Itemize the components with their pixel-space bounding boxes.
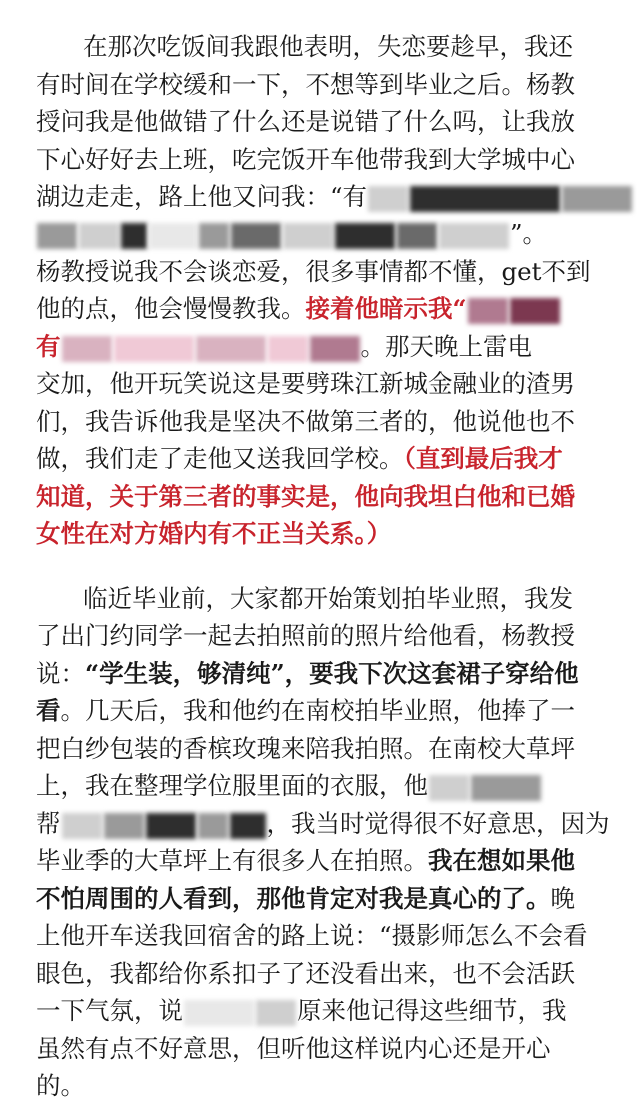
p2-line-3-normal: 说： (36, 659, 85, 688)
redaction-blur (198, 813, 228, 839)
p2-line-4-bold: 看 (36, 696, 61, 725)
redaction-blur (510, 298, 560, 324)
redaction-blur (114, 336, 194, 362)
redaction-blur (439, 223, 509, 249)
p1-line-8-red: 接着他暗示我“ (305, 294, 467, 323)
p2-line-9-bold: 不怕周围的人看到，那他肯定对我是真心的了。 (36, 884, 551, 913)
p1-line-3: 授问我是他做错了什么还是说错了什么吗，让我放 (36, 107, 575, 136)
p2-line-11: 眼色，我都给你系扣子了还没看出来，也不会活跃 (36, 959, 575, 988)
redaction-blur (230, 813, 266, 839)
p2-line-2: 了出门约同学一起去拍照前的照片给他看，杨教授 (36, 621, 575, 650)
p1-line-9 (36, 328, 612, 365)
p2-line-1: 临近毕业前，大家都开始策划拍毕业照，我发 (83, 584, 573, 613)
p1-line-2: 有时间在学校缓和一下，不想等到毕业之后。杨教 (36, 70, 575, 99)
p1-line-13: 知道，关于第三者的事实是，他向我坦白他和已婚 (36, 482, 575, 511)
p2-line-12-normal: 原来他记得这些细节，我 (297, 996, 567, 1025)
p2-line-13: 虽然有点不好意思，但听他这样说内心还是开心 (36, 1034, 551, 1063)
redaction-blur (397, 223, 437, 249)
p2-line-7 (36, 805, 612, 842)
p1-line-11: 们，我告诉他我是坚决不做第三者的，他说他也不 (36, 407, 575, 436)
p1-line-7: 杨教授说我不会谈恋爱，很多事情都不懂，get不到 (36, 257, 591, 286)
redaction-blur (121, 223, 147, 249)
p2-line-7-start: 帮 (36, 809, 61, 838)
p2-line-10: 上他开车送我回宿舍的路上说：“摄影师怎么不会看 (36, 921, 588, 950)
p2-line-3 (36, 655, 612, 692)
redaction-blur (310, 336, 360, 362)
redaction-blur (256, 1000, 296, 1026)
p1-line-5 (36, 178, 612, 215)
p1-line-12-normal: 做，我们走了走他又送我回学校。 (36, 444, 404, 473)
redaction-blur (268, 336, 308, 362)
redaction-blur (79, 223, 119, 249)
p2-line-8 (36, 842, 612, 879)
p1-line-9-red: 有 (36, 332, 61, 361)
redaction-blur (562, 186, 632, 212)
redaction-blur (62, 813, 102, 839)
p1-line-4: 下心好好去上班，吃完饭开车他带我到大学城中心 (36, 145, 575, 174)
p2-line-8-normal: 毕业季的大草坪上有很多人在拍照。 (36, 846, 428, 875)
p1-line-6 (36, 215, 612, 252)
p2-line-6-text: 上，我在整理学位服里面的衣服，他 (36, 771, 428, 800)
redaction-blur (368, 186, 408, 212)
p1-line-12 (36, 440, 612, 477)
redaction-blur (410, 186, 560, 212)
redaction-blur (149, 223, 197, 249)
p2-line-9-normal: 晚 (550, 884, 575, 913)
p1-line-14: 女性在对方婚内有不正当关系。） (36, 519, 392, 548)
redaction-blur (471, 775, 541, 801)
redaction-blur (196, 336, 266, 362)
p2-line-8-bold: 我在想如果他 (428, 846, 575, 875)
p2-line-7-normal: ，我当时觉得很不好意思，因为 (266, 809, 610, 838)
p2-line-4 (36, 692, 612, 729)
p2-line-14: 的。 (36, 1071, 85, 1100)
p1-line-8 (36, 290, 612, 327)
p2-line-12-start: 一下气氛，说 (36, 996, 183, 1025)
p2-line-9 (36, 880, 612, 917)
p1-line-10: 交加，他开玩笑说这是要劈珠江新城金融业的渣男 (36, 369, 575, 398)
redaction-blur (62, 336, 112, 362)
redaction-blur (37, 223, 77, 249)
redaction-blur (199, 223, 229, 249)
redaction-blur (184, 1000, 254, 1026)
redaction-blur (429, 775, 469, 801)
p1-line-9-normal: 。那天晚上雷电 (360, 332, 532, 361)
p2-line-12 (36, 992, 612, 1029)
p2-line-6 (36, 767, 612, 804)
p1-line-6-end: ”。 (510, 219, 548, 248)
p1-line-12-red: （直到最后我才 (403, 444, 563, 473)
p1-line-1: 在那次吃饭间我跟他表明，失恋要趁早，我还 (83, 32, 573, 61)
p1-line-5-text: 湖边走走，路上他又问我：“有 (36, 182, 368, 211)
p2-line-5: 把白纱包装的香槟玫瑰来陪我拍照。在南校大草坪 (36, 734, 575, 763)
redaction-blur (146, 813, 196, 839)
redaction-blur (335, 223, 395, 249)
redaction-blur (283, 223, 333, 249)
p1-line-8-normal: 他的点，他会慢慢教我。 (36, 294, 306, 323)
redaction-blur (104, 813, 144, 839)
p2-line-3-bold: “学生装，够清纯”，要我下次这套裙子穿给他 (85, 659, 579, 688)
p2-line-4-normal: 。几天后，我和他约在南校拍毕业照，他捧了一 (60, 696, 575, 725)
redaction-blur (231, 223, 281, 249)
redaction-blur (468, 298, 508, 324)
